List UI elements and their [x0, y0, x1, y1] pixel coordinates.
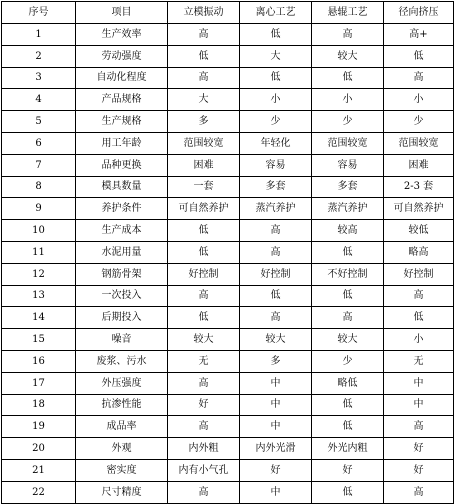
radial-extrusion-cell: 困难 — [384, 154, 454, 176]
header-radial-extrusion: 径向挤压 — [384, 2, 454, 24]
centrifugal-cell: 少 — [240, 111, 312, 133]
serial-number-cell: 12 — [2, 263, 76, 285]
serial-number-cell: 1 — [2, 24, 76, 46]
radial-extrusion-cell: 略高 — [384, 241, 454, 263]
vertical-vibration-cell: 高 — [168, 372, 240, 394]
centrifugal-cell: 小 — [240, 89, 312, 111]
vertical-vibration-cell: 高 — [168, 285, 240, 307]
centrifugal-cell: 蒸汽养护 — [240, 198, 312, 220]
table-row — [2, 416, 454, 438]
serial-number-cell: 21 — [2, 459, 76, 481]
item-cell: 外观 — [76, 438, 168, 460]
table-row — [2, 394, 454, 416]
vertical-vibration-cell: 高 — [168, 67, 240, 89]
item-cell: 后期投入 — [76, 307, 168, 329]
serial-number-cell: 18 — [2, 394, 76, 416]
centrifugal-cell: 中 — [240, 394, 312, 416]
table-row — [2, 307, 454, 329]
item-cell: 密实度 — [76, 459, 168, 481]
serial-number-cell: 3 — [2, 67, 76, 89]
roller-suspension-cell: 少 — [312, 111, 384, 133]
roller-suspension-cell: 略低 — [312, 372, 384, 394]
roller-suspension-cell: 多套 — [312, 176, 384, 198]
comparison-table — [1, 1, 454, 504]
serial-number-cell: 17 — [2, 372, 76, 394]
item-cell: 生产效率 — [76, 24, 168, 46]
roller-suspension-cell: 容易 — [312, 154, 384, 176]
centrifugal-cell: 内外光滑 — [240, 438, 312, 460]
vertical-vibration-cell: 大 — [168, 89, 240, 111]
vertical-vibration-cell: 高 — [168, 24, 240, 46]
vertical-vibration-cell: 好 — [168, 394, 240, 416]
radial-extrusion-cell: 中 — [384, 372, 454, 394]
header-centrifugal: 离心工艺 — [240, 2, 312, 24]
serial-number-cell: 5 — [2, 111, 76, 133]
centrifugal-cell: 中 — [240, 372, 312, 394]
roller-suspension-cell: 高 — [312, 24, 384, 46]
centrifugal-cell: 中 — [240, 416, 312, 438]
roller-suspension-cell: 少 — [312, 350, 384, 372]
table-row — [2, 132, 454, 154]
item-cell: 养护条件 — [76, 198, 168, 220]
table-row — [2, 372, 454, 394]
table-row — [2, 263, 454, 285]
vertical-vibration-cell: 低 — [168, 241, 240, 263]
item-cell: 尺寸精度 — [76, 481, 168, 503]
radial-extrusion-cell: 2-3 套 — [384, 176, 454, 198]
roller-suspension-cell: 不好控制 — [312, 263, 384, 285]
serial-number-cell: 4 — [2, 89, 76, 111]
table-row — [2, 154, 454, 176]
table-row — [2, 198, 454, 220]
table-row — [2, 329, 454, 351]
vertical-vibration-cell: 高 — [168, 416, 240, 438]
serial-number-cell: 2 — [2, 45, 76, 67]
vertical-vibration-cell: 低 — [168, 307, 240, 329]
roller-suspension-cell: 较大 — [312, 45, 384, 67]
item-cell: 劳动强度 — [76, 45, 168, 67]
vertical-vibration-cell: 好控制 — [168, 263, 240, 285]
roller-suspension-cell: 外光内粗 — [312, 438, 384, 460]
table-row — [2, 459, 454, 481]
centrifugal-cell: 大 — [240, 45, 312, 67]
centrifugal-cell: 高 — [240, 241, 312, 263]
serial-number-cell: 15 — [2, 329, 76, 351]
table-row — [2, 285, 454, 307]
item-cell: 成品率 — [76, 416, 168, 438]
vertical-vibration-cell: 困难 — [168, 154, 240, 176]
table-row — [2, 438, 454, 460]
item-cell: 自动化程度 — [76, 67, 168, 89]
roller-suspension-cell: 低 — [312, 394, 384, 416]
table-row — [2, 481, 454, 503]
item-cell: 生产规格 — [76, 111, 168, 133]
roller-suspension-cell: 范围较宽 — [312, 132, 384, 154]
item-cell: 抗渗性能 — [76, 394, 168, 416]
radial-extrusion-cell: 高+ — [384, 24, 454, 46]
roller-suspension-cell: 低 — [312, 416, 384, 438]
item-cell: 水泥用量 — [76, 241, 168, 263]
header-row — [2, 2, 454, 24]
vertical-vibration-cell: 低 — [168, 45, 240, 67]
roller-suspension-cell: 较高 — [312, 220, 384, 242]
centrifugal-cell: 容易 — [240, 154, 312, 176]
roller-suspension-cell: 小 — [312, 89, 384, 111]
centrifugal-cell: 多套 — [240, 176, 312, 198]
roller-suspension-cell: 蒸汽养护 — [312, 198, 384, 220]
vertical-vibration-cell: 内有小气孔 — [168, 459, 240, 481]
radial-extrusion-cell: 中 — [384, 394, 454, 416]
centrifugal-cell: 中 — [240, 481, 312, 503]
radial-extrusion-cell: 低 — [384, 307, 454, 329]
centrifugal-cell: 好控制 — [240, 263, 312, 285]
item-cell: 模具数量 — [76, 176, 168, 198]
table-row — [2, 111, 454, 133]
serial-number-cell: 16 — [2, 350, 76, 372]
radial-extrusion-cell: 好控制 — [384, 263, 454, 285]
serial-number-cell: 14 — [2, 307, 76, 329]
centrifugal-cell: 年轻化 — [240, 132, 312, 154]
vertical-vibration-cell: 内外粗 — [168, 438, 240, 460]
radial-extrusion-cell: 高 — [384, 285, 454, 307]
centrifugal-cell: 低 — [240, 67, 312, 89]
centrifugal-cell: 较大 — [240, 329, 312, 351]
vertical-vibration-cell: 一套 — [168, 176, 240, 198]
item-cell: 一次投入 — [76, 285, 168, 307]
centrifugal-cell: 高 — [240, 307, 312, 329]
vertical-vibration-cell: 低 — [168, 220, 240, 242]
serial-number-cell: 8 — [2, 176, 76, 198]
radial-extrusion-cell: 小 — [384, 89, 454, 111]
table-row — [2, 241, 454, 263]
item-cell: 品种更换 — [76, 154, 168, 176]
item-cell: 外压强度 — [76, 372, 168, 394]
radial-extrusion-cell: 好 — [384, 438, 454, 460]
header-roller-suspension: 悬辊工艺 — [312, 2, 384, 24]
roller-suspension-cell: 好 — [312, 459, 384, 481]
header-item: 项目 — [76, 2, 168, 24]
item-cell: 钢筋骨架 — [76, 263, 168, 285]
radial-extrusion-cell: 较低 — [384, 220, 454, 242]
serial-number-cell: 22 — [2, 481, 76, 503]
vertical-vibration-cell: 较大 — [168, 329, 240, 351]
roller-suspension-cell: 低 — [312, 481, 384, 503]
radial-extrusion-cell: 少 — [384, 111, 454, 133]
serial-number-cell: 11 — [2, 241, 76, 263]
serial-number-cell: 10 — [2, 220, 76, 242]
header-serial-number: 序号 — [2, 2, 76, 24]
vertical-vibration-cell: 可自然养护 — [168, 198, 240, 220]
roller-suspension-cell: 低 — [312, 67, 384, 89]
vertical-vibration-cell: 无 — [168, 350, 240, 372]
radial-extrusion-cell: 低 — [384, 45, 454, 67]
table-row — [2, 89, 454, 111]
item-cell: 生产成本 — [76, 220, 168, 242]
serial-number-cell: 19 — [2, 416, 76, 438]
vertical-vibration-cell: 高 — [168, 481, 240, 503]
table-row — [2, 45, 454, 67]
roller-suspension-cell: 较大 — [312, 329, 384, 351]
radial-extrusion-cell: 高 — [384, 481, 454, 503]
radial-extrusion-cell: 范围较宽 — [384, 132, 454, 154]
serial-number-cell: 13 — [2, 285, 76, 307]
radial-extrusion-cell: 无 — [384, 350, 454, 372]
vertical-vibration-cell: 多 — [168, 111, 240, 133]
table-row — [2, 176, 454, 198]
serial-number-cell: 7 — [2, 154, 76, 176]
roller-suspension-cell: 低 — [312, 241, 384, 263]
centrifugal-cell: 高 — [240, 220, 312, 242]
radial-extrusion-cell: 高 — [384, 416, 454, 438]
table-row — [2, 350, 454, 372]
radial-extrusion-cell: 小 — [384, 329, 454, 351]
vertical-vibration-cell: 范围较宽 — [168, 132, 240, 154]
serial-number-cell: 9 — [2, 198, 76, 220]
centrifugal-cell: 好 — [240, 459, 312, 481]
table-row — [2, 67, 454, 89]
item-cell: 噪音 — [76, 329, 168, 351]
radial-extrusion-cell: 高 — [384, 67, 454, 89]
item-cell: 废浆、污水 — [76, 350, 168, 372]
item-cell: 产品规格 — [76, 89, 168, 111]
centrifugal-cell: 低 — [240, 24, 312, 46]
serial-number-cell: 6 — [2, 132, 76, 154]
serial-number-cell: 20 — [2, 438, 76, 460]
header-vertical-vibration: 立模振动 — [168, 2, 240, 24]
centrifugal-cell: 多 — [240, 350, 312, 372]
roller-suspension-cell: 低 — [312, 285, 384, 307]
item-cell: 用工年龄 — [76, 132, 168, 154]
table-row — [2, 24, 454, 46]
roller-suspension-cell: 高 — [312, 307, 384, 329]
centrifugal-cell: 低 — [240, 285, 312, 307]
radial-extrusion-cell: 好 — [384, 459, 454, 481]
radial-extrusion-cell: 可自然养护 — [384, 198, 454, 220]
table-row — [2, 220, 454, 242]
